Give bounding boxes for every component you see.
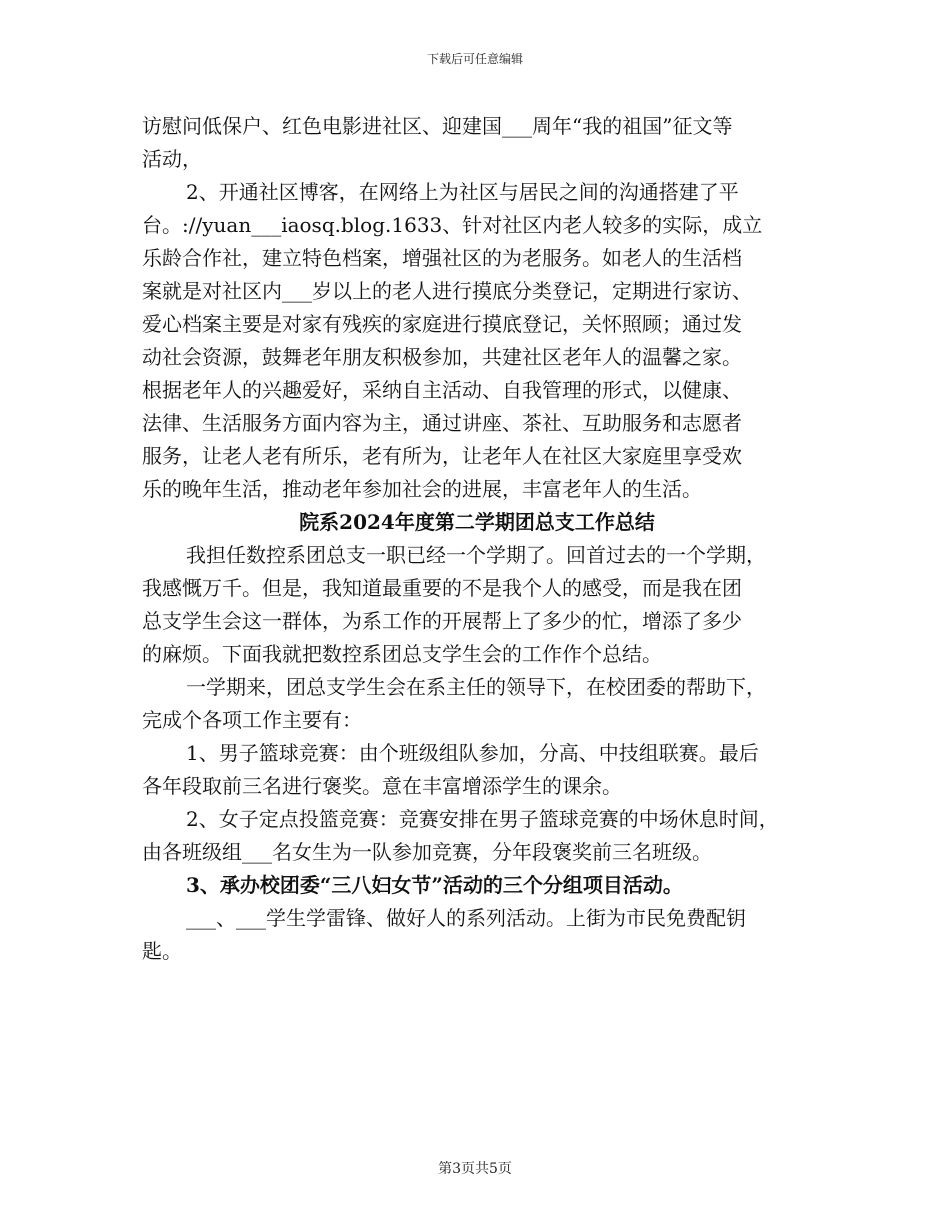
paragraph-line: 根据老年人的兴趣爱好，采纳自主活动、自我管理的形式，以健康、: [142, 378, 742, 402]
paragraph-line: 匙。: [142, 939, 182, 963]
paragraph-line: 动社会资源，鼓舞老年朋友积极参加，共建社区老年人的温馨之家。: [142, 345, 742, 369]
paragraph-line: 一学期来，团总支学生会在系主任的领导下，在校团委的帮助下，: [186, 675, 766, 699]
paragraph-line: 乐龄合作社，建立特色档案，增强社区的为老服务。如老人的生活档: [142, 246, 742, 270]
document-body: [142, 110, 812, 968]
paragraph-line: ___、___学生学雷锋、做好人的系列活动。上街为市民免费配钥: [186, 906, 746, 930]
paragraph-line: 的麻烦。下面我就把数控系团总支学生会的工作作个总结。: [142, 642, 662, 666]
page-header: 下载后可任意编辑: [426, 52, 523, 66]
paragraph-line: 总支学生会这一群体，为系工作的开展帮上了多少的忙，增添了多少: [142, 609, 742, 633]
paragraph-line: 我担任数控系团总支一职已经一个学期了。回首过去的一个学期，: [186, 543, 766, 567]
paragraph-line: 服务，让老人老有所乐，老有所为，让老年人在社区大家庭里享受欢: [142, 444, 742, 468]
paragraph-line: 2、开通社区博客，在网络上为社区与居民之间的沟通搭建了平: [186, 180, 739, 204]
paragraph-line: 完成个各项工作主要有：: [142, 708, 362, 732]
paragraph-line: 爱心档案主要是对家有残疾的家庭进行摸底登记，关怀照顾；通过发: [142, 312, 742, 336]
paragraph-line: 我感慨万千。但是，我知道最重要的不是我个人的感受，而是我在团: [142, 576, 742, 600]
paragraph-line: 2、女子定点投篮竞赛：竞赛安排在男子篮球竞赛的中场休息时间，: [186, 807, 779, 831]
paragraph-line: 1、男子篮球竞赛：由个班级组队参加，分高、中技组联赛。最后: [186, 741, 759, 765]
paragraph-line: 法律、生活服务方面内容为主，通过讲座、茶社、互助服务和志愿者: [142, 411, 742, 435]
paragraph-line: 台。://yuan___iaosq.blog.1633、针对社区内老人较多的实际，成立: [142, 213, 763, 237]
paragraph-line: 乐的晚年生活，推动老年参加社会的进展，丰富老年人的生活。: [142, 477, 702, 501]
section-title: 院系2024年度第二学期团总支工作总结: [299, 510, 655, 534]
page-footer: 第3页共5页: [438, 1161, 512, 1177]
paragraph-line: 访慰问低保户、红色电影进社区、迎建国___周年“我的祖国”征文等: [142, 114, 733, 138]
paragraph-line: 各年段取前三名进行褒奖。意在丰富增添学生的课余。: [142, 774, 622, 798]
paragraph-line: 由各班级组___名女生为一队参加竞赛，分年段褒奖前三名班级。: [142, 840, 712, 864]
paragraph-line: 活动，: [142, 147, 202, 171]
bold-heading-line: 3、承办校团委“三八妇女节”活动的三个分组项目活动。: [186, 873, 683, 897]
paragraph-line: 案就是对社区内___岁以上的老人进行摸底分类登记，定期进行家访、: [142, 279, 752, 303]
